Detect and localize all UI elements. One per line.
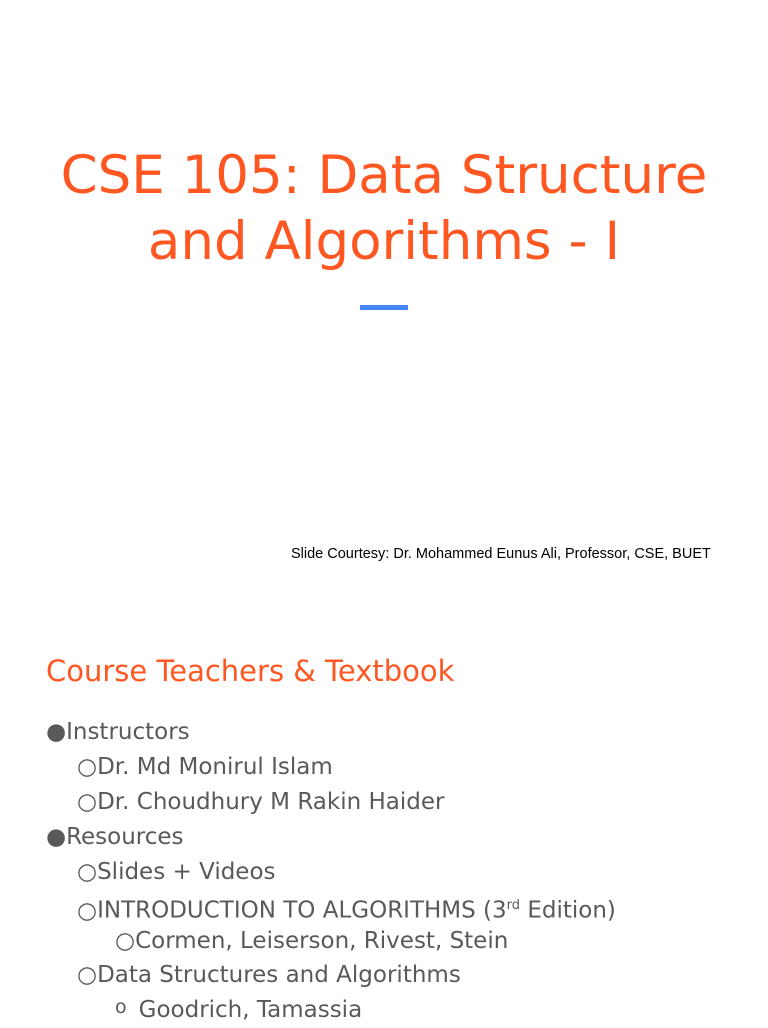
list-item-label: Cormen, Leiserson, Rivest, Stein	[135, 928, 509, 954]
title-accent-bar	[360, 305, 408, 310]
hollow-bullet-icon: ○	[115, 928, 136, 954]
list-item-label: Dr. Md Monirul Islam	[97, 754, 333, 780]
list-item-resource-1	[77, 855, 276, 889]
list-item-label: INTRODUCTION TO ALGORITHMS (3	[97, 897, 507, 924]
small-o-bullet-icon: o	[115, 996, 127, 1018]
hollow-bullet-icon: ○	[77, 897, 98, 924]
hollow-bullet-icon: ○	[77, 859, 98, 885]
list-item-label: Resources	[66, 824, 184, 850]
list-item-instructors	[46, 715, 190, 749]
list-item-resource-2-authors	[115, 924, 508, 958]
list-item-resource-3	[77, 958, 461, 992]
slide-courtesy-text: Slide Courtesy: Dr. Mohammed Eunus Ali, Professor, CSE, BUET	[291, 546, 711, 562]
filled-bullet-icon: ●	[46, 824, 67, 850]
section-heading: Course Teachers & Textbook	[46, 654, 455, 688]
list-item-resources	[46, 820, 184, 854]
filled-bullet-icon: ●	[46, 719, 67, 745]
list-item-label: Dr. Choudhury M Rakin Haider	[97, 789, 445, 815]
hollow-bullet-icon: ○	[77, 962, 98, 988]
list-item-label-suffix: Edition)	[520, 897, 616, 924]
list-item-label: Slides + Videos	[97, 859, 276, 885]
slide-title-line-1: CSE 105: Data Structure	[60, 145, 708, 206]
list-item-label: Data Structures and Algorithms	[97, 962, 461, 988]
slide-title-line-2: and Algorithms - I	[147, 211, 621, 272]
list-item-instructor-2	[77, 785, 444, 819]
hollow-bullet-icon: ○	[77, 789, 98, 815]
list-item-label: Instructors	[66, 719, 190, 745]
superscript-ordinal: rd	[506, 898, 521, 913]
hollow-bullet-icon: ○	[77, 754, 98, 780]
list-item-resource-3-authors	[115, 993, 362, 1028]
slide-title	[0, 143, 768, 275]
list-item-resource-2	[77, 889, 616, 928]
list-item-instructor-1	[77, 750, 333, 784]
list-item-label: Goodrich, Tamassia	[138, 997, 363, 1023]
